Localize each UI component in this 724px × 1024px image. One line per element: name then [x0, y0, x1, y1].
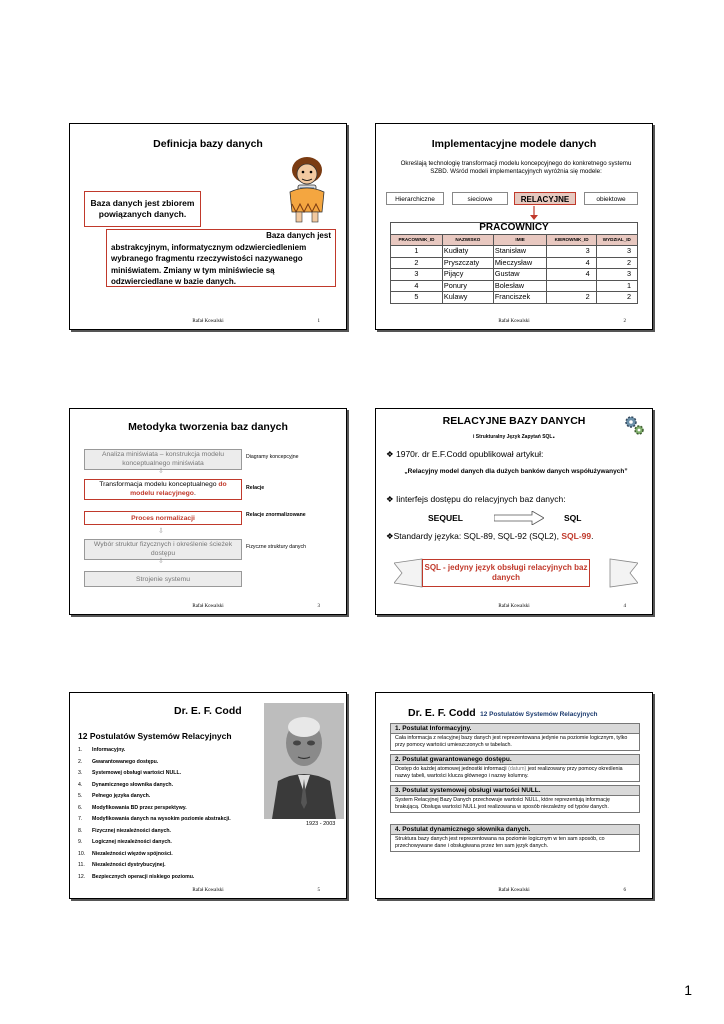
list-item: 1. Informacyjny.: [78, 747, 126, 753]
table-cell: 2: [596, 257, 637, 269]
postulates-list: [78, 747, 278, 885]
postulate-label: Dynamicznego słownika danych.: [92, 781, 174, 788]
postulate-3: [390, 785, 640, 813]
table-cell: 4: [547, 269, 596, 281]
bullet-icon: ❖: [386, 494, 396, 504]
table-cell: Bolesław: [493, 280, 547, 292]
slide-3-title: Metodyka tworzenia baz danych: [128, 421, 288, 433]
step-transformation-highlight: do modelu relacyjnego: [130, 481, 227, 497]
slide-5-title: Dr. E. F. Codd: [174, 705, 242, 717]
slide-5: [69, 692, 347, 899]
table-cell: 5: [391, 292, 443, 304]
postulate-1: [390, 723, 640, 751]
employees-table: [390, 222, 638, 304]
table-cell: 3: [596, 269, 637, 281]
postulate-4-body: Struktura bazy danych jest reprezentowana na poziomie logicznym w ten sam sposób, co przechowywane dane i obsługiwana przez ten sam język danych.: [390, 835, 640, 852]
footer-author: Rafał Kowalski: [498, 888, 530, 893]
postulate-4-header: 4. Postulat dynamicznego słownika danych.: [390, 824, 640, 835]
table-cell: Ponury: [442, 280, 493, 292]
slide-4-subtitle-dot: .: [552, 430, 555, 440]
table-cell: Stanisław: [493, 246, 547, 258]
model-boxes: [386, 192, 644, 206]
down-arrow-icon: ⇩: [158, 528, 164, 535]
footer-author: Rafał Kowalski: [192, 888, 224, 893]
down-arrow-icon: ⇩: [158, 558, 164, 565]
slide-4: [375, 408, 653, 615]
table-cell: Kulawy: [442, 292, 493, 304]
list-item: 9. Logicznej niezależności danych.: [78, 839, 172, 845]
table-cell: Gustaw: [493, 269, 547, 281]
col-header: NAZWISKO: [442, 234, 493, 246]
slide-number: 1: [317, 319, 320, 324]
postulate-2-body-c: jest realizowany przy pomocy określenia nazwy tabeli, wartości klucza głównego i nazwy kolumny.: [395, 766, 623, 779]
sql-label: SQL: [564, 513, 582, 523]
table-cell: 2: [596, 292, 637, 304]
list-item: 3. Systemowej obsługi wartości NULL.: [78, 770, 182, 776]
definition-body: [106, 229, 336, 287]
postulate-label: Fizycznej niezależności danych.: [92, 827, 171, 834]
line-standards-end: .: [591, 531, 594, 541]
down-arrow-icon: ⇩: [158, 468, 164, 475]
step-transformation: [84, 479, 242, 500]
gears-icon: [622, 413, 646, 437]
step-transformation-end: .: [193, 489, 196, 497]
line-standards-text: Standardy języka: SQL-89, SQL-92 (SQL2),: [393, 531, 562, 541]
slide-6: [375, 692, 653, 899]
list-item: 4. Dynamicznego słownika danych.: [78, 781, 174, 788]
table-cell: 3: [391, 269, 443, 281]
postulate-2: [390, 754, 640, 782]
postulate-label: Gwarantowanego dostępu.: [92, 758, 159, 765]
table-cell: 2: [391, 257, 443, 269]
slide-number: 4: [623, 604, 626, 609]
slide-2-title: Implementacyjne modele danych: [431, 138, 597, 150]
table-cell: Franciszek: [493, 292, 547, 304]
postulate-2-header: 2. Postulat gwarantowanego dostępu.: [390, 754, 640, 765]
footer-author: Rafał Kowalski: [192, 604, 224, 609]
list-item: 6. Modyfikowania BD przez perspektywy.: [78, 804, 187, 811]
table-cell: 1: [391, 246, 443, 258]
slide-number: 6: [623, 888, 626, 893]
bullet-icon: ❖: [386, 531, 394, 541]
postulate-2-body-a: Dostęp do każdej atomowej jednostki informacji: [395, 766, 509, 772]
postulate-3-header: 3. Postulat systemowej obsługi wartości NULL.: [390, 785, 640, 796]
slide-2: [375, 123, 653, 330]
table-cell: Mieczysław: [493, 257, 547, 269]
table-cell: 4: [391, 280, 443, 292]
col-header: IMIE: [493, 234, 547, 246]
slide-6-title: Dr. E. F. Codd: [408, 707, 476, 719]
list-item: 10. Niezależności więzów spójności.: [78, 850, 173, 857]
table-cell: Pijący: [442, 269, 493, 281]
footer-author: Rafał Kowalski: [498, 319, 530, 324]
list-item: 8. Fizycznej niezależności danych.: [78, 827, 171, 834]
col-header: PRACOWNIK_ID: [391, 234, 443, 246]
slide-number: 2: [623, 319, 626, 324]
slide-1-title: Definicja bazy danych: [153, 138, 263, 150]
model-network: sieciowe: [452, 192, 508, 205]
sequel-label: SEQUEL: [428, 513, 463, 523]
postulate-label: Systemowej obsługi wartości NULL.: [92, 770, 182, 776]
postulate-1-body: Cała informacja z relacyjnej bazy danych jest reprezentowana jedynie na poziomie logicznym, tylko przy pomocy wartości umieszczonych w tabelach.: [390, 734, 640, 751]
table-cell: 3: [547, 246, 596, 258]
line-standards: [386, 531, 593, 542]
line-interface: [386, 494, 566, 505]
step-normalization: Proces normalizacji: [84, 511, 242, 525]
arrow-down-icon: [528, 206, 540, 220]
model-object: obiektowe: [584, 192, 638, 205]
table-cell: 4: [547, 257, 596, 269]
table-row: [391, 257, 638, 269]
model-hierarchical: Hierarchiczne: [386, 192, 444, 205]
line-interface-text: Iinterfejs dostępu do relacyjnych baz danych:: [395, 494, 566, 504]
bullet-icon: ❖: [386, 449, 396, 459]
step-analysis: Analiza miniświata – konstrukcja modelu konceptualnego miniświata: [84, 449, 242, 470]
postulate-4: [390, 824, 640, 852]
slide-4-subtitle: [376, 430, 652, 440]
step-transformation-text: Transformacja modelu konceptualnego: [99, 481, 219, 488]
slide-number: 5: [317, 888, 320, 893]
table-cell: [547, 280, 596, 292]
postulate-3-body: System Relacyjnej Bazy Danych przechowuje wartości NULL, które reprezentują informację brakującą. Obsługa wartości NULL jest realizowana w sposób niezależny od typów danych.: [390, 796, 640, 813]
table-cell: 3: [596, 246, 637, 258]
table-row: [391, 280, 638, 292]
slide-number: 3: [317, 604, 320, 609]
footer-author: Rafał Kowalski: [192, 319, 224, 324]
step-tuning: Strojenie systemu: [84, 571, 242, 587]
postulate-label: Niezależności więzów spójności.: [92, 850, 173, 857]
postulate-label: Informacyjny.: [92, 747, 126, 753]
list-item: 11. Niezależności dystrybucyjnej.: [78, 862, 166, 868]
definition-body-rest: abstrakcyjnym, informatycznym odzwierciedleniem wybranego fragmentu rzeczywistości nazywanego miniświatem. Zmiany w tym miniświecie są odzwierciedlane w bazie danych.: [111, 242, 307, 286]
slide-6-subtitle: 12 Postulatów Systemów Relacyjnych: [480, 711, 598, 718]
label-physical-structures: Fizyczne struktury danych: [246, 544, 306, 550]
slide-6-title-row: [408, 703, 598, 721]
list-item: 2. Gwarantowanego dostępu.: [78, 758, 159, 765]
photo-caption: 1923 - 2003: [306, 821, 336, 827]
slide-2-intro: Określają technologię transformacji modelu koncepcyjnego do konkretnego systemu SZBD. Wśród modeli implementacyjnych wyróżnia się modele:: [400, 160, 632, 175]
model-relational: RELACYJNE: [514, 192, 576, 205]
line-codd-1970-text: 1970r. dr E.F.Codd opublikował artykuł:: [395, 449, 544, 459]
arrow-right-icon: [494, 511, 544, 525]
page-number: 1: [684, 982, 692, 998]
table-name: PRACOWNICY: [391, 223, 638, 235]
table-cell: 1: [596, 280, 637, 292]
postulate-1-header: 1. Postulat Informacyjny.: [390, 723, 640, 734]
list-item: 12. Bezpiecznych operacji niskiego poziomu.: [78, 873, 195, 880]
table-cell: Pryszczaty: [442, 257, 493, 269]
slide-3: [69, 408, 347, 615]
list-item: 5. Pełnego języka danych.: [78, 793, 151, 799]
line-codd-1970: [386, 449, 543, 460]
caveman-clipart-icon: [278, 154, 336, 226]
slide-1: [69, 123, 347, 330]
footer-author: Rafał Kowalski: [498, 604, 530, 609]
table-cell: 2: [547, 292, 596, 304]
label-conceptual-diagrams: Diagramy koncepcyjne: [246, 454, 299, 460]
table-row: [391, 292, 638, 304]
sql-only-language-box: SQL - jedyny język obsługi relacyjnych baz danych: [422, 559, 590, 587]
postulate-label: Logicznej niezależności danych.: [92, 839, 172, 845]
postulate-label: Niezależności dystrybucyjnej.: [92, 862, 166, 868]
postulate-2-body-b: (datum): [508, 766, 527, 772]
postulate-label: Modyfikowania danych na wysokim poziomie abstrakcji.: [92, 816, 231, 822]
table-cell: Kudłaty: [442, 246, 493, 258]
definition-body-first: Baza danych jest: [266, 231, 331, 240]
col-header: WYDZIAL_ID: [596, 234, 637, 246]
postulate-label: Bezpiecznych operacji niskiego poziomu.: [92, 873, 195, 880]
list-item: 7. Modyfikowania danych na wysokim poziomie abstrakcji.: [78, 816, 231, 822]
definition-box: Baza danych jest zbiorem powiązanych danych.: [84, 191, 201, 227]
label-relations: Relacje: [246, 485, 265, 491]
sql99-highlight: SQL-99: [561, 531, 592, 541]
slide-4-title: RELACYJNE BAZY DANYCH: [442, 415, 586, 427]
postulate-label: Pełnego języka danych.: [92, 793, 151, 799]
table-row: [391, 246, 638, 258]
step-physical-structures: Wybór struktur fizycznych i określenie ścieżek dostępu: [84, 539, 242, 560]
slide-4-subtitle-text: i Strukturalny Język Zapytań SQL: [473, 434, 553, 440]
article-title: „Relacyjny model danych dla dużych banków danych współużywanych”: [404, 468, 628, 475]
col-header: KIEROWNIK_ID: [547, 234, 596, 246]
table-header-row: [391, 234, 638, 246]
postulate-label: Modyfikowania BD przez perspektywy.: [92, 804, 187, 811]
postulate-2-body: [390, 765, 640, 782]
label-normalized-relations: Relacje znormalizowane: [246, 512, 306, 518]
postulates-heading: 12 Postulatów Systemów Relacyjnych: [78, 731, 232, 741]
table-row: [391, 269, 638, 281]
